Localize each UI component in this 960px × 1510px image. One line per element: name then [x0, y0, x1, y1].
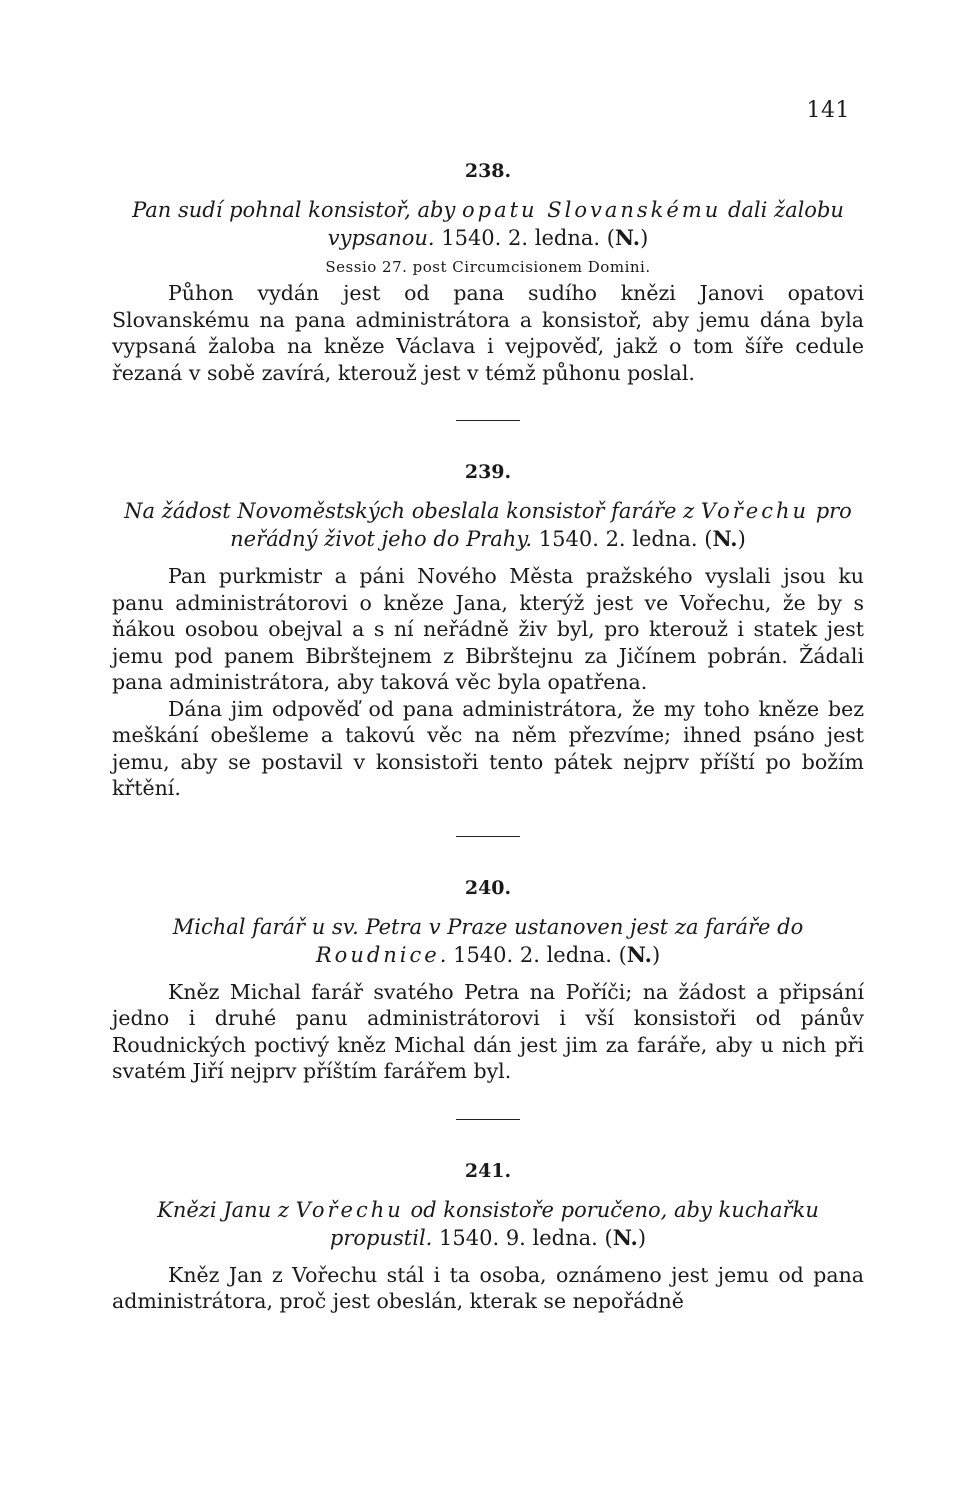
heading-text: Michal farář u sv. Petra v Praze ustanoven jest za faráře do: [172, 914, 804, 939]
heading-text: Pan sudí pohnal konsistoř, aby: [132, 198, 462, 222]
heading-date: 1540. 2. ledna. (: [446, 942, 627, 967]
heading-text: .: [439, 942, 447, 967]
section-divider: [456, 420, 520, 421]
entry-heading: [112, 196, 864, 252]
heading-spaced-name: Vořechu: [295, 1197, 404, 1222]
heading-source: N.: [612, 1224, 638, 1250]
heading-text: dali žalobu vypsanou.: [327, 198, 844, 250]
heading-close: ): [637, 1225, 647, 1250]
entry-241: [112, 1160, 864, 1315]
entry-number: 240.: [464, 876, 512, 899]
heading-text: Na žádost Novoměstských obeslala konsistoř faráře z: [124, 499, 701, 523]
entry-heading: [112, 497, 864, 553]
document-page: [112, 160, 864, 1315]
heading-source: N.: [712, 526, 738, 551]
heading-close: ): [737, 527, 746, 551]
heading-spaced-name: opatu Slovanskému: [461, 198, 722, 222]
entry-paragraph: Kněz Jan z Vořechu stál i ta osoba, oznámeno jest jemu od pana administrátora, proč jest obeslán, kterak se nepořádně: [112, 1262, 864, 1313]
heading-source: N.: [614, 225, 641, 250]
section-divider: [456, 1119, 520, 1120]
heading-text: od konsistoře poručeno, aby kuchařku propustil.: [329, 1197, 819, 1250]
heading-close: ): [651, 942, 661, 967]
heading-spaced-name: Roudnice: [315, 942, 440, 967]
session-note: Sessio 27. post Circumcisionem Domini.: [325, 258, 651, 276]
entry-number: 241.: [464, 1159, 512, 1182]
heading-source: N.: [626, 941, 652, 967]
heading-text: Knězi Janu z: [157, 1197, 296, 1222]
entry-number: 238.: [464, 160, 512, 182]
entry-number: 239.: [464, 461, 512, 483]
heading-date: 1540. 2. ledna. (: [434, 226, 615, 250]
entry-heading: [112, 1196, 864, 1252]
section-divider: [456, 836, 520, 837]
heading-close: ): [640, 226, 649, 250]
entry-paragraph: Pan purkmistr a páni Nového Města pražského vyslali jsou ku panu administrátorovi o kněze Jana, kterýž jest ve Vořechu, že by s ňákou osobou obejval a s ní neřádně živ byl, pro kterouž i statek jest jemu pod panem Bibrštejnem z Bibrštejnu za Jičínem pobrán. Žádali pana administrátora, aby taková věc byla opatřena.: [112, 564, 864, 694]
page-number: 141: [806, 98, 850, 123]
entry-238: [112, 160, 864, 386]
heading-spaced-name: Vořechu: [700, 499, 810, 523]
heading-date: 1540. 2. ledna. (: [532, 527, 713, 551]
heading-date: 1540. 9. ledna. (: [432, 1225, 613, 1250]
entry-paragraph: Dána jim odpověď od pana administrátora, že my toho kněze bez meškání obešleme a takovú věc na něm přezvíme; ihned psáno jest jemu, aby se postavil v konsistoři tento pátek nejprv příští po božím křtění.: [112, 696, 864, 800]
entry-paragraph: Půhon vydán jest od pana sudího knězi Janovi opatovi Slovanskému na pana administrátora a konsistoř, aby jemu dána byla vypsaná žaloba na kněze Václava i vejpověď, jakž o tom šíře cedule řezaná v sobě zavírá, kterouž jest v témž půhonu poslal.: [112, 281, 864, 385]
entry-240: [112, 877, 864, 1085]
entry-heading: [112, 913, 864, 969]
entry-239: [112, 461, 864, 802]
heading-text: pro neřádný život jeho do Prahy.: [230, 499, 852, 551]
entry-paragraph: Kněz Michal farář svatého Petra na Poříči; na žádost a připsání jedno i druhé panu administrátorovi i vší konsistoři od pánův Roudnických poctivý kněz Michal dán jest jim za faráře, aby u nich při svatém Jiří nejprv příštím farářem byl.: [112, 979, 864, 1083]
